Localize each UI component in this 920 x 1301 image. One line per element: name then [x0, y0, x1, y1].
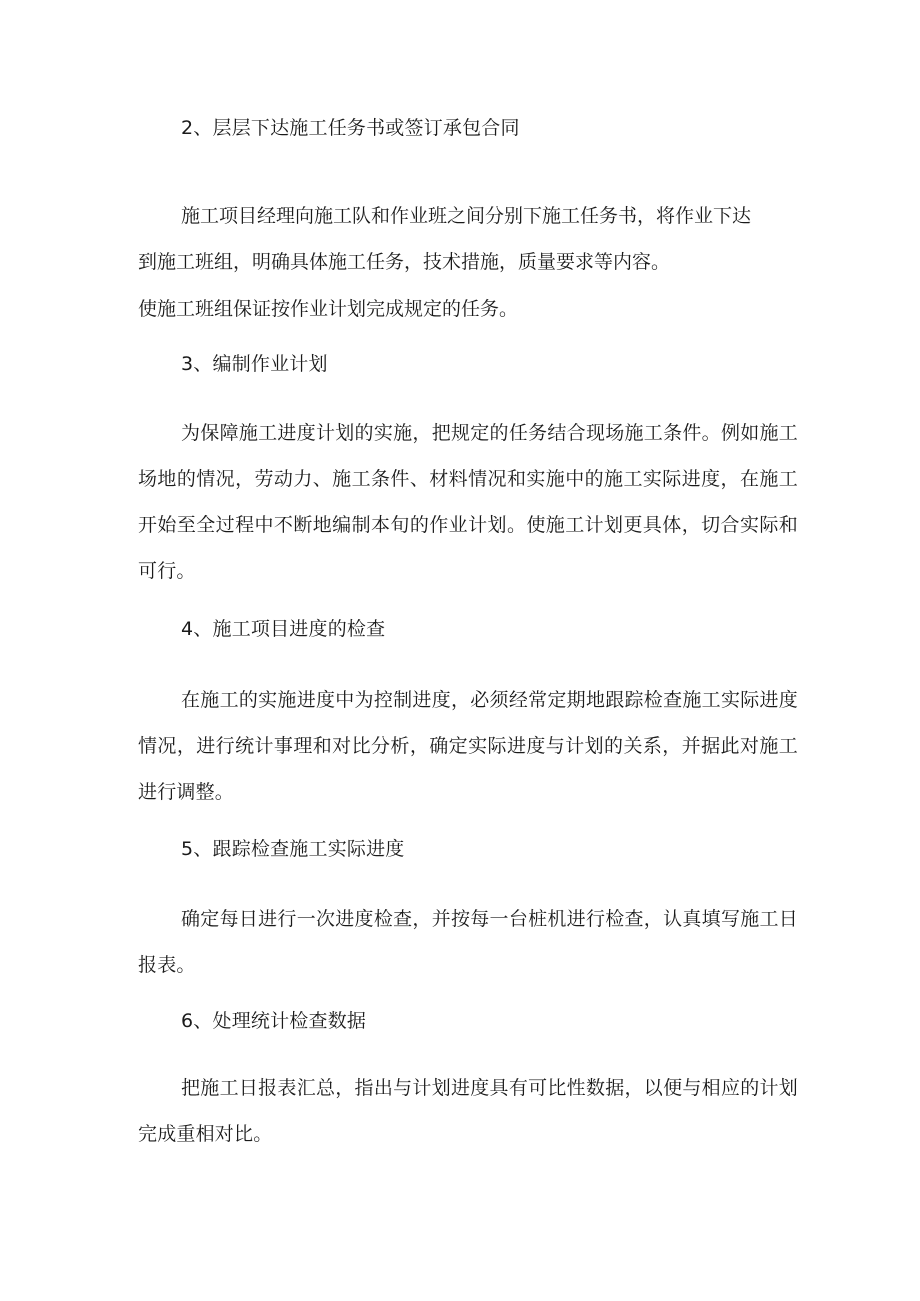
section-2-paragraph-line-3: 使施工班组保证按作业计划完成规定的任务。	[138, 298, 519, 320]
section-4-heading: 4、施工项目进度的检查	[181, 618, 386, 640]
section-6-paragraph: 把施工日报表汇总，指出与计划进度具有可比性数据，以便与相应的计划完成重相对比。	[138, 1077, 798, 1145]
section-5-paragraph: 确定每日进行一次进度检查，并按每一台桩机进行检查，认真填写施工日报表。	[138, 908, 798, 976]
section-3-paragraph: 为保障施工进度计划的实施，把规定的任务结合现场施工条件。例如施工场地的情况，劳动力、施工条件、材料情况和实施中的施工实际进度，在施工开始至全过程中不断地编制本旬的作业计划。使施工计划更具体，切合实际和可行。	[138, 422, 798, 582]
section-5-heading: 5、跟踪检查施工实际进度	[181, 838, 405, 860]
section-2-paragraph-line-2: 到施工班组，明确具体施工任务，技术措施，质量要求等内容。	[138, 251, 671, 273]
section-4-paragraph: 在施工的实施进度中为控制进度，必须经常定期地跟踪检查施工实际进度情况，进行统计事理和对比分析，确定实际进度与计划的关系，并据此对施工进行调整。	[138, 689, 798, 803]
section-3-heading: 3、编制作业计划	[181, 353, 328, 375]
section-6-heading: 6、处理统计检查数据	[181, 1010, 367, 1032]
section-2-heading: 2、层层下达施工任务书或签订承包合同	[181, 117, 520, 139]
section-2-paragraph-line-1: 施工项目经理向施工队和作业班之间分别下施工任务书，将作业下达	[181, 205, 752, 227]
